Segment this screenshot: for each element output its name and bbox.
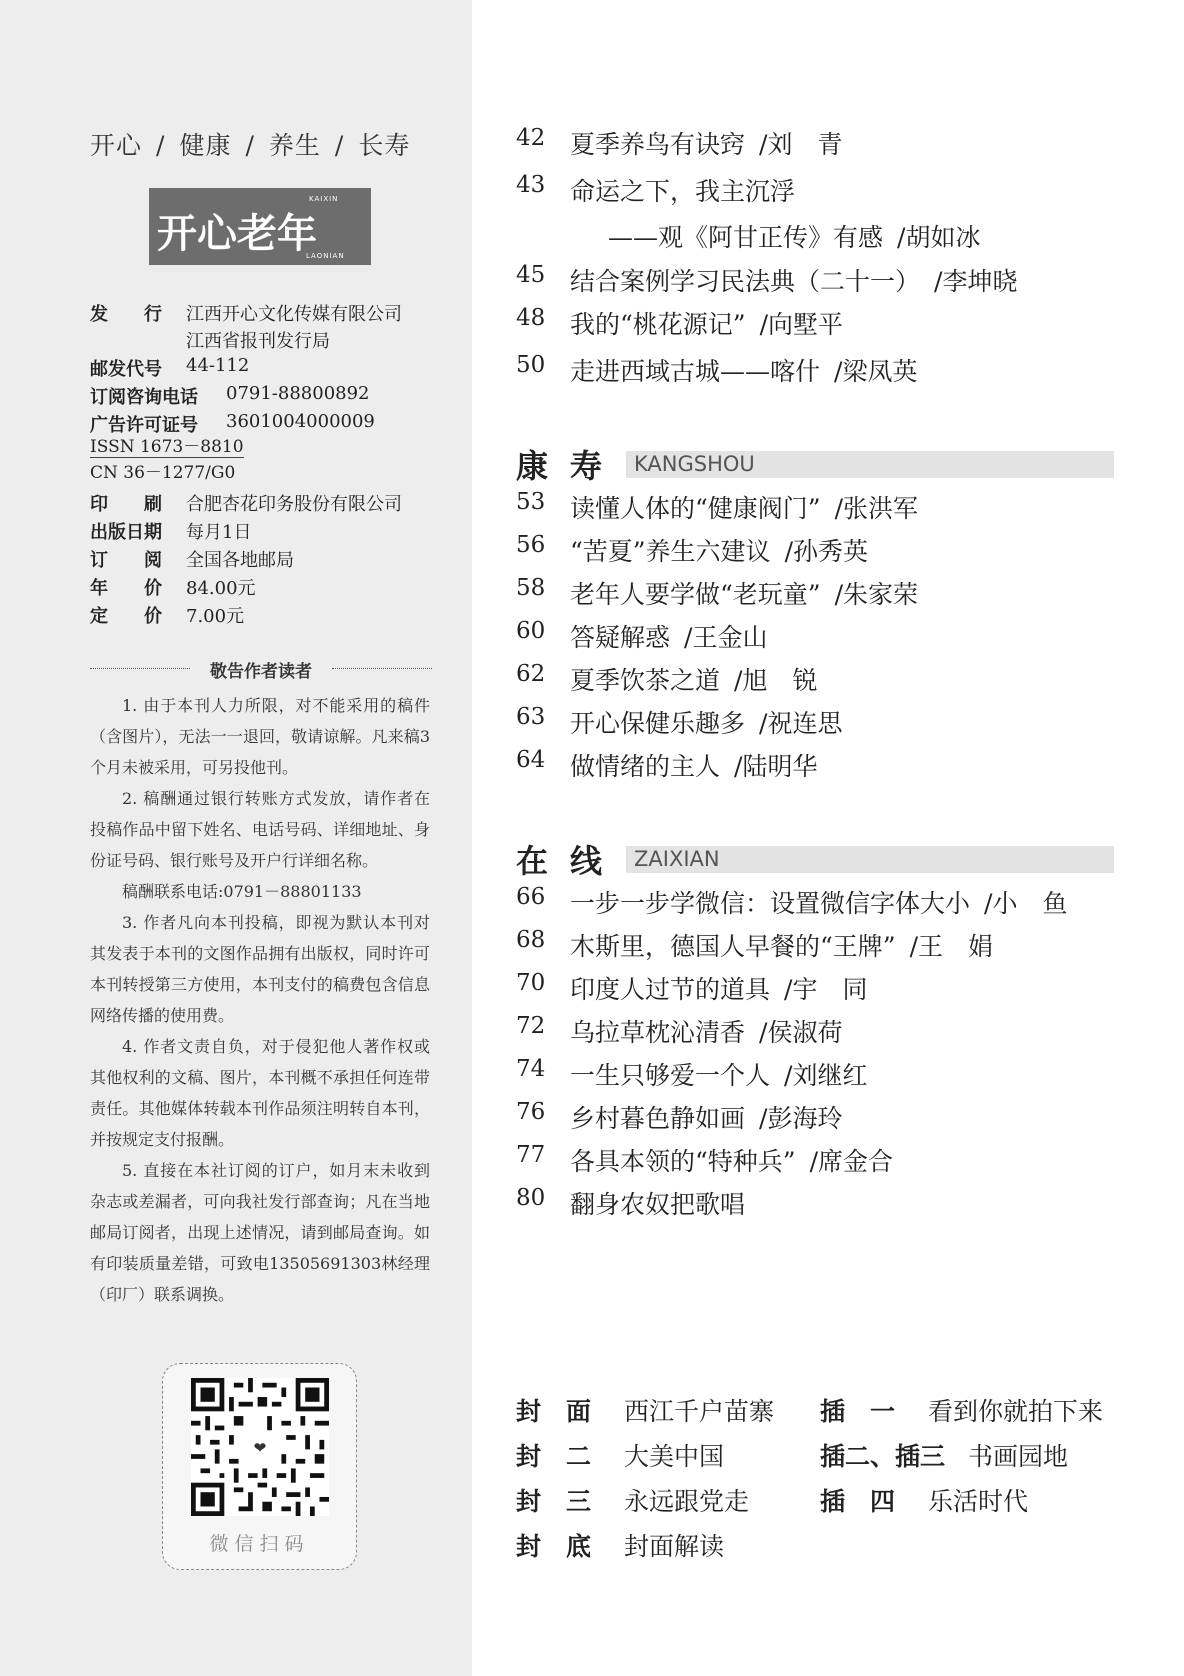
article-author: /旭 锐 xyxy=(734,666,818,695)
logo-en-top: KAIXIN xyxy=(309,195,339,203)
article-title-text: 夏季饮茶之道 xyxy=(570,666,721,695)
magazine-logo xyxy=(149,188,371,265)
slogan-separator: / xyxy=(245,131,255,160)
info-key: 发 行 xyxy=(90,304,162,325)
page-number: 77 xyxy=(516,1142,546,1168)
article-title xyxy=(608,218,980,254)
slogan xyxy=(90,126,410,162)
cover-label: 封 底 xyxy=(516,1532,592,1561)
article-author: /朱家荣 xyxy=(834,580,918,609)
info-value: 江西省报刊发行局 xyxy=(186,331,330,352)
article-author: /王金山 xyxy=(684,623,768,652)
notice-paragraph: 1. 由于本刊人力所限，对不能采用的稿件（含图片），无法一一退回，敬请谅解。凡来稿3个月未被采用，可另投他刊。 xyxy=(90,696,430,777)
info-value: 全国各地邮局 xyxy=(186,550,294,571)
slogan-separator: / xyxy=(334,131,345,160)
cover-credit xyxy=(516,1527,725,1563)
cover-label: 插 四 xyxy=(820,1487,896,1516)
article-title xyxy=(570,1185,759,1221)
cover-credit xyxy=(820,1392,1104,1428)
info-key: 订 阅 xyxy=(90,550,162,571)
cover-credit xyxy=(516,1482,750,1518)
section-title-en: KANGSHOU xyxy=(634,452,755,476)
article-title xyxy=(570,1099,842,1135)
notice-to-authors xyxy=(90,690,430,1310)
article-title xyxy=(570,1142,893,1178)
sidebar xyxy=(0,0,472,1676)
article-title-text: 我的“桃花源记” xyxy=(570,310,746,339)
slogan-word: 养生 xyxy=(268,131,321,160)
article-title-text: 翻身农奴把歌唱 xyxy=(570,1190,746,1219)
article-author: /小 鱼 xyxy=(984,889,1068,918)
cover-credit xyxy=(516,1392,775,1428)
notice-paragraph: 4. 作者文责自负，对于侵犯他人著作权或其他权利的文稿、图片，本刊概不承担任何连带责任。其他媒体转载本刊作品须注明转自本刊，并按规定支付报酬。 xyxy=(90,1037,430,1149)
article-title xyxy=(570,575,918,611)
article-author: /李坤晓 xyxy=(934,267,1018,296)
article-author: /向墅平 xyxy=(759,310,843,339)
article-title-text: 读懂人体的“健康阀门” xyxy=(570,494,821,523)
article-title xyxy=(570,352,917,388)
section-title: 在线 xyxy=(516,842,625,880)
article-title-text: 夏季养鸟有诀窍 xyxy=(570,130,746,159)
article-author: /侯淑荷 xyxy=(759,1018,843,1047)
article-title xyxy=(570,704,842,740)
cover-credit xyxy=(516,1437,725,1473)
page-number: 53 xyxy=(516,489,546,515)
logo-en-bottom: LAONIAN xyxy=(306,252,345,260)
article-author: /梁凤英 xyxy=(834,357,918,386)
article-title-text: ——观《阿甘正传》有感 xyxy=(608,223,884,252)
page-number: 76 xyxy=(516,1099,546,1125)
page-number: 62 xyxy=(516,661,546,687)
section-title: 康寿 xyxy=(516,447,625,485)
cover-value: 西江千户苗寨 xyxy=(624,1397,775,1426)
page-number: 60 xyxy=(516,618,546,644)
article-title xyxy=(570,262,1017,298)
article-title xyxy=(570,1056,867,1092)
info-value: 7.00元 xyxy=(186,606,245,627)
info-key: 印 刷 xyxy=(90,494,162,515)
cover-label: 封 二 xyxy=(516,1442,592,1471)
notice-title: 敬告作者读者 xyxy=(90,657,432,682)
cover-value: 大美中国 xyxy=(624,1442,725,1471)
page-number: 48 xyxy=(516,305,546,331)
article-author: /刘继红 xyxy=(784,1061,868,1090)
slogan-word: 开心 xyxy=(90,131,143,160)
article-title-text: 印度人过节的道具 xyxy=(570,975,771,1004)
article-title xyxy=(570,747,817,783)
page-number: 45 xyxy=(516,262,546,288)
cover-credit xyxy=(820,1482,1029,1518)
cover-value: 乐活时代 xyxy=(928,1487,1029,1516)
article-author: /张洪军 xyxy=(834,494,918,523)
cn-number: CN 36－1277/G0 xyxy=(90,463,236,483)
article-title-text: 做情绪的主人 xyxy=(570,752,721,781)
article-title-text: 老年人要学做“老玩童” xyxy=(570,580,821,609)
slogan-word: 长寿 xyxy=(358,131,411,160)
article-author: /祝连思 xyxy=(759,709,843,738)
article-author: /席金合 xyxy=(809,1147,893,1176)
article-author: /王 娟 xyxy=(909,932,994,961)
cover-value: 书画园地 xyxy=(968,1442,1069,1471)
logo-title: 开心老年 xyxy=(157,211,317,257)
info-key: 定 价 xyxy=(90,606,162,627)
article-title-text: 走进西域古城——喀什 xyxy=(570,357,821,386)
article-author: /宇 同 xyxy=(784,975,868,1004)
cover-label: 封 面 xyxy=(516,1397,592,1426)
info-value: 0791-88800892 xyxy=(226,383,370,404)
article-title-text: 一生只够爱一个人 xyxy=(570,1061,771,1090)
slogan-word: 健康 xyxy=(179,131,232,160)
article-author: /胡如冰 xyxy=(897,223,981,252)
info-value: 3601004000009 xyxy=(226,411,375,432)
page-number: 66 xyxy=(516,884,546,910)
page-number: 58 xyxy=(516,575,546,601)
cover-label: 封 三 xyxy=(516,1487,592,1516)
slogan-separator: / xyxy=(156,131,166,160)
section-header xyxy=(516,447,1114,485)
cover-label: 插 一 xyxy=(820,1397,896,1426)
article-title xyxy=(570,1013,842,1049)
article-title-text: 乡村暮色静如画 xyxy=(570,1104,746,1133)
article-title-text: 结合案例学习民法典（二十一） xyxy=(570,267,921,296)
page-number: 50 xyxy=(516,352,546,378)
article-author: /陆明华 xyxy=(734,752,818,781)
article-title xyxy=(570,884,1067,920)
article-title-text: 答疑解惑 xyxy=(570,623,671,652)
notice-paragraph: 稿酬联系电话:0791－88801133 xyxy=(122,882,362,901)
page-number: 43 xyxy=(516,172,546,198)
qr-code-icon xyxy=(191,1378,329,1516)
article-author: /彭海玲 xyxy=(759,1104,843,1133)
article-title xyxy=(570,970,867,1006)
cover-value: 永远跟党走 xyxy=(624,1487,750,1516)
info-key: 订阅咨询电话 xyxy=(90,387,198,408)
cover-label: 插二、插三 xyxy=(820,1442,946,1471)
article-title xyxy=(570,305,843,341)
page-number: 70 xyxy=(516,970,546,996)
article-title-text: 乌拉草枕沁清香 xyxy=(570,1018,746,1047)
article-title xyxy=(570,125,842,161)
info-value: 每月1日 xyxy=(186,522,252,543)
article-title-text: 命运之下，我主沉浮 xyxy=(570,177,796,206)
qr-label: 微信扫码 xyxy=(209,1533,310,1555)
section-title-en: ZAIXIAN xyxy=(634,847,720,871)
info-value: 合肥杏花印务股份有限公司 xyxy=(186,494,402,515)
article-title-text: 一步一步学微信：设置微信字体大小 xyxy=(570,889,971,918)
notice-paragraph: 3. 作者凡向本刊投稿，即视为默认本刊对其发表于本刊的文图作品拥有出版权，同时许可本刊转授第三方使用，本刊支付的稿费包含信息网络传播的使用费。 xyxy=(90,913,430,1025)
article-title-text: 各具本领的“特种兵” xyxy=(570,1147,796,1176)
info-value: 江西开心文化传媒有限公司 xyxy=(186,304,402,325)
article-title xyxy=(570,532,868,568)
page-number: 63 xyxy=(516,704,546,730)
article-title-text: 木斯里，德国人早餐的“王牌” xyxy=(570,932,896,961)
article-title-text: 开心保健乐趣多 xyxy=(570,709,746,738)
article-title xyxy=(570,489,918,525)
article-title xyxy=(570,927,993,963)
page-number: 80 xyxy=(516,1185,546,1211)
info-value: 84.00元 xyxy=(186,578,256,599)
issn-number: ISSN 1673－8810 xyxy=(90,432,244,458)
page-number: 64 xyxy=(516,747,546,773)
page-number: 42 xyxy=(516,125,546,151)
cover-credit xyxy=(820,1437,1069,1473)
article-title-text: “苦夏”养生六建议 xyxy=(570,537,771,566)
qr-card[interactable] xyxy=(162,1363,357,1570)
article-title xyxy=(570,618,767,654)
article-author: /刘 青 xyxy=(759,130,843,159)
article-title xyxy=(570,661,817,697)
info-value: 44-112 xyxy=(186,355,250,376)
info-key: 出版日期 xyxy=(90,522,162,543)
page-number: 74 xyxy=(516,1056,546,1082)
info-key: 广告许可证号 xyxy=(90,415,198,436)
article-author: /孙秀英 xyxy=(784,537,868,566)
info-key: 邮发代号 xyxy=(90,359,162,380)
cover-value: 封面解读 xyxy=(624,1532,725,1561)
article-title xyxy=(570,172,809,208)
page-number: 72 xyxy=(516,1013,546,1039)
info-key: 年 价 xyxy=(90,578,162,599)
page-number: 56 xyxy=(516,532,546,558)
section-header xyxy=(516,842,1114,880)
cover-value: 看到你就拍下来 xyxy=(928,1397,1104,1426)
notice-paragraph: 2. 稿酬通过银行转账方式发放，请作者在投稿作品中留下姓名、电话号码、详细地址、身份证号码、银行账号及开户行详细名称。 xyxy=(90,789,430,870)
svg-text:❤: ❤ xyxy=(253,1439,267,1458)
notice-paragraph: 5. 直接在本社订阅的订户，如月末未收到杂志或差漏者，可向我社发行部查询；凡在当地邮局订阅者，出现上述情况，请到邮局查询。如有印装质量差错，可致电13505691303林经理（印厂）联系调换。 xyxy=(90,1161,430,1304)
page-number: 68 xyxy=(516,927,546,953)
